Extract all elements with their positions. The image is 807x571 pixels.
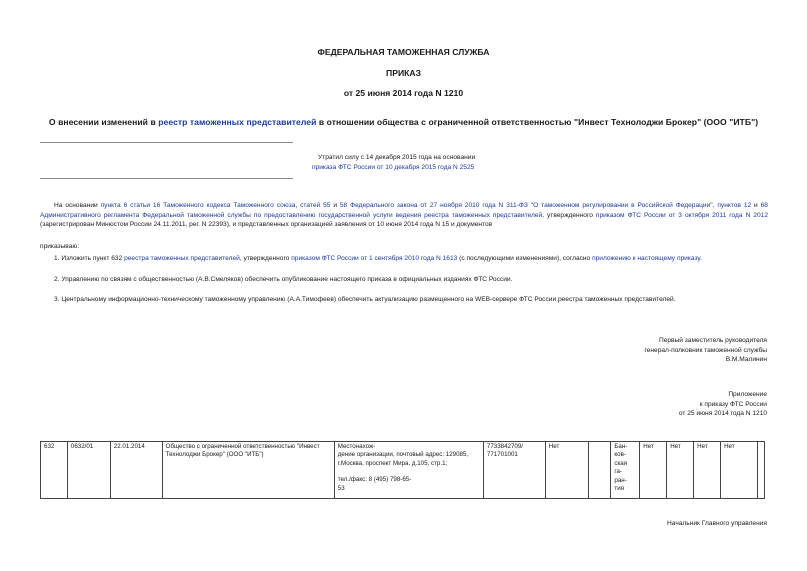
address-line: 53 — [337, 484, 345, 492]
cell-guarantee — [611, 442, 640, 499]
cell-organization: Общество с ограниченной ответственностью "Инвест Технолоджи Брокер" (ООО "ИТБ") — [162, 442, 334, 499]
appendix-line3: от 25 июня 2014 года N 1210 — [678, 410, 767, 417]
item-text: (с последующими изменениями), согласно — [457, 255, 593, 262]
preamble-link-customs-code[interactable]: пункта 6 статьи 16 Таможенного кодекса Таможенного союза — [100, 202, 296, 209]
page-title — [0, 117, 807, 127]
title-part2: в отношении общества с ограниченной ответственностью "Инвест Технолоджи Брокер" (ООО "ИТБ") — [316, 117, 759, 127]
order-word: приказываю: — [40, 243, 80, 250]
registry-table — [40, 441, 765, 499]
cell-flag: Нет — [694, 442, 721, 499]
order-item-2: 2. Управлению по связям с общественностью (А.В.Смеляков) обеспечить опубликование настоящего приказа в официальных изданиях ФТС России. — [54, 276, 513, 283]
item1-registry-link[interactable]: реестра таможенных представителей — [124, 255, 240, 262]
cell-empty — [758, 442, 765, 499]
guarantee-line: ская га- — [614, 459, 628, 476]
appendix-line2: к приказу ФТС России — [699, 400, 767, 408]
preamble-text: , — [712, 202, 718, 209]
signature-block — [560, 336, 767, 365]
cell-flag: Нет — [667, 442, 694, 499]
annulled-note: Утратил силу с 14 декабря 2015 года на основании — [318, 154, 476, 161]
guarantee-line: ран- — [614, 476, 627, 484]
item-text: 1. Изложить пункт 632 — [54, 255, 125, 262]
guarantee-line: ков- — [614, 451, 626, 459]
divider-bottom — [40, 178, 293, 179]
preamble — [40, 201, 768, 230]
preamble-link-regulation[interactable]: 68 Административного регламента Федеральной таможенной службы по предоставлению государственной услуги ведения реестра таможенных представителей — [40, 202, 768, 219]
signature-line2: генерал-полковник таможенной службы — [644, 346, 767, 354]
order-item-1 — [54, 254, 768, 264]
address-line: тел./факс: 8 (495) 798-65- — [337, 476, 412, 484]
cell-reg-number: 0632/01 — [67, 442, 110, 499]
item1-order-link[interactable]: приказом ФТС России от 1 сентября 2010 года N 1613 — [291, 255, 458, 262]
table-row — [41, 442, 765, 499]
preamble-link-points-12[interactable]: пунктов 12 — [717, 202, 752, 209]
address-line: г.Москва, проспект Мира, д.105, стр.1; — [337, 459, 448, 467]
agency-name: ФЕДЕРАЛЬНАЯ ТАМОЖЕННАЯ СЛУЖБА — [317, 47, 490, 57]
guarantee-line: Бан- — [614, 443, 628, 450]
inn-line: 7733842709/ — [486, 443, 524, 450]
signature-name: В.М.Малинин — [725, 356, 767, 363]
address-spacer — [338, 468, 480, 476]
address-line: дение организации, почтовый адрес: 129085, — [337, 451, 469, 459]
title-part1: О внесении изменений в — [48, 117, 159, 127]
preamble-text: и — [330, 202, 340, 209]
item1-appendix-link[interactable]: приложению к настоящему приказу — [592, 255, 701, 262]
preamble-text: , утвержденного — [542, 211, 596, 219]
cell-empty — [588, 442, 611, 499]
preamble-text: и — [751, 202, 761, 209]
address-line: Местонахож- — [337, 443, 376, 450]
annulled-order-link[interactable]: приказа ФТС России от 10 декабря 2015 года N 2525 — [312, 164, 475, 171]
guarantee-line: тия — [614, 485, 625, 493]
footer-signature: Начальник Главного управления — [667, 520, 767, 527]
preamble-text: На основании — [54, 202, 101, 209]
kpp-line: 771701001 — [486, 451, 518, 459]
cell-date: 22.01.2014 — [110, 442, 162, 499]
cell-flag: Нет — [721, 442, 758, 499]
preamble-text: , — [295, 202, 301, 209]
signature-line1: Первый заместитель руководителя — [658, 337, 767, 344]
document-type: ПРИКАЗ — [386, 68, 421, 78]
appendix-block — [560, 390, 767, 419]
item-text: , утвержденного — [239, 255, 292, 262]
preamble-link-order-2012[interactable]: приказом ФТС России от 3 октября 2011 года N 2012 — [595, 211, 768, 219]
appendix-line1: Приложение — [728, 391, 767, 398]
cell-flag: Нет — [640, 442, 667, 499]
preamble-link-article-55[interactable]: статей 55 — [300, 202, 331, 209]
preamble-link-federal-law[interactable]: 58 Федерального закона от 27 ноября 2010 года N 311-ФЗ "О таможенном регулировании в Российской Федерации" — [339, 202, 713, 209]
document-date-number: от 25 июня 2014 года N 1210 — [343, 88, 464, 98]
order-item-3: 3. Центральному информационно-техническому таможенному управлению (А.А.Тимофеев) обеспечить актуализацию размещенного на WEB-сервере ФТС России реестра таможенных представителей. — [54, 296, 676, 303]
cell-flag: Нет — [545, 442, 588, 499]
divider-top — [40, 142, 293, 143]
cell-address — [334, 442, 483, 499]
cell-number: 632 — [41, 442, 68, 499]
cell-inn-kpp — [483, 442, 545, 499]
item-text: . — [700, 255, 702, 262]
title-registry-link[interactable]: реестр таможенных представителей — [158, 117, 317, 127]
preamble-text: (зарегистрирован Минюстом России 24.11.2011, рег. N 22393), и представленных организацией заявления от 10 июня 2014 года N 15 и документов — [40, 221, 493, 228]
